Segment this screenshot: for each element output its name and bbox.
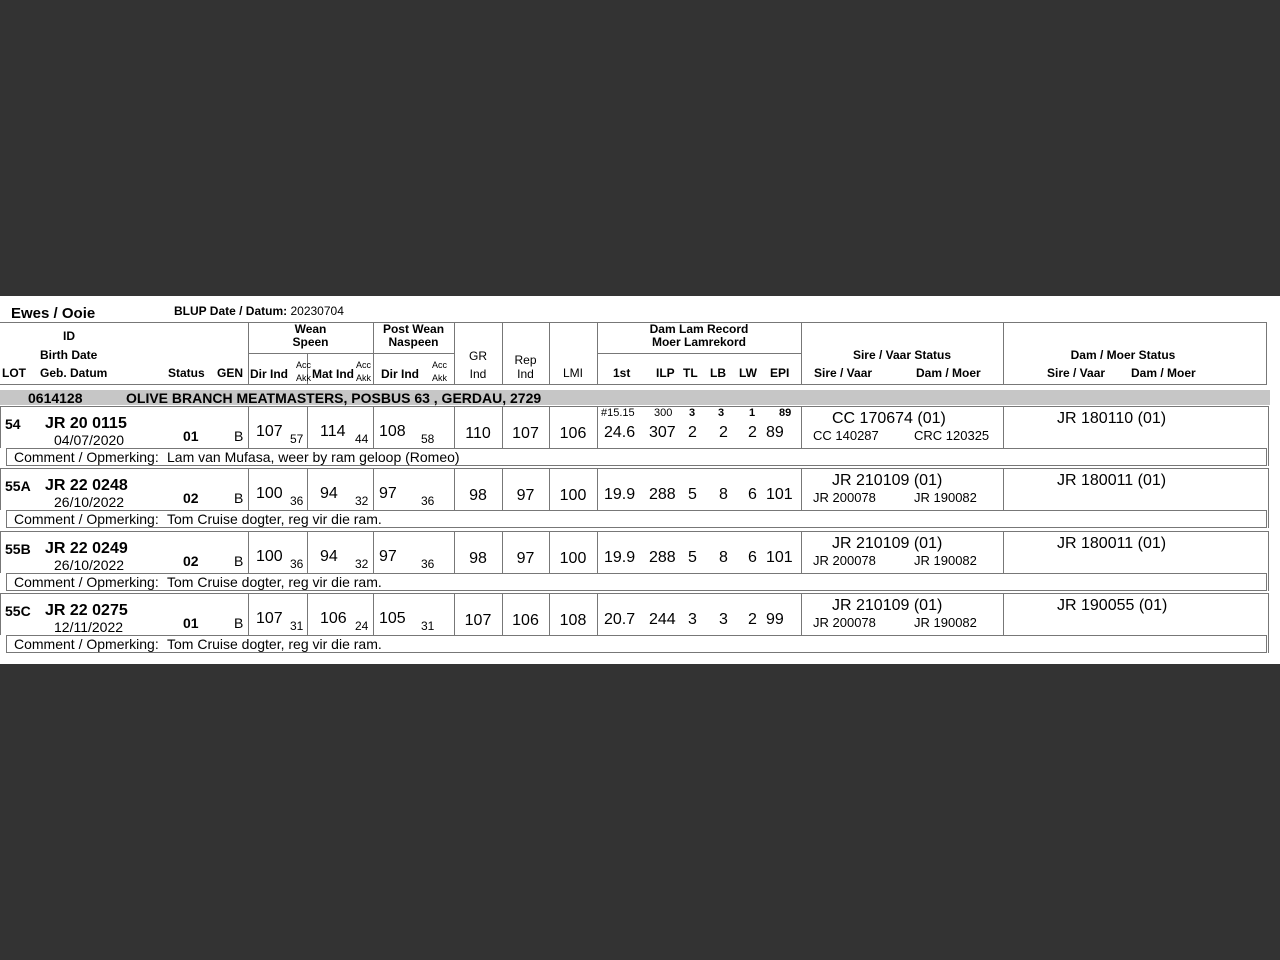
hdr-dam-lam: Dam Lam Record — [649, 322, 749, 336]
cell-lb: 8 — [719, 486, 728, 503]
row-divider — [307, 531, 308, 573]
hdr-sire-status: Sire / Vaar Status — [852, 348, 952, 362]
cell-mat: 94 — [320, 548, 338, 565]
farm-code: 0614128 — [28, 390, 83, 406]
cell-first: 19.9 — [604, 486, 636, 503]
cell-epi: 89 — [766, 424, 784, 441]
cell-epi: 101 — [766, 486, 793, 503]
cell-lw: 6 — [748, 549, 757, 566]
cell-lam-top-ilp: 300 — [654, 407, 673, 419]
hdr-first: 1st — [613, 366, 631, 380]
cell-mat-acc: 32 — [355, 557, 369, 571]
hdr-wean-dir-ind: Dir Ind — [250, 367, 288, 381]
hdr-dam-status: Dam / Moer Status — [1070, 348, 1176, 362]
hdr-wean: Wean — [294, 322, 327, 336]
cell-date: 26/10/2022 — [54, 557, 125, 573]
cell-mat: 94 — [320, 485, 338, 502]
cell-sire: JR 210109 (01) — [832, 535, 943, 552]
cell-lmi: 106 — [559, 425, 587, 442]
hdr-dam-dam: Dam / Moer — [1131, 366, 1196, 380]
row-divider — [597, 468, 598, 510]
hdr-lb: LB — [710, 366, 726, 380]
cell-pw: 108 — [379, 423, 406, 440]
hdr-lot: LOT — [2, 366, 26, 380]
cell-lmi: 100 — [559, 550, 587, 567]
comment-box — [6, 635, 1267, 653]
cell-lw: 6 — [748, 486, 757, 503]
row-divider — [248, 468, 249, 510]
cell-sire: CC 170674 (01) — [832, 410, 946, 427]
cell-dam: JR 180110 (01) — [1057, 410, 1167, 427]
cell-lam-top-lw: 1 — [749, 407, 756, 419]
cell-mat-acc: 44 — [355, 432, 369, 446]
comment-label: Comment / Opmerking: — [14, 511, 159, 527]
blup-value: 20230704 — [290, 304, 344, 318]
cell-pw: 97 — [379, 485, 397, 502]
cell-dir-acc: 36 — [290, 557, 304, 571]
cell-sire-dam: JR 190082 — [914, 615, 977, 630]
cell-status: 01 — [183, 428, 199, 444]
row-left-border — [0, 593, 1, 635]
row-left-border — [0, 531, 1, 573]
hdr-wean-dir-akk: Akk — [296, 373, 312, 383]
hdr-pw-akk: Akk — [432, 373, 448, 383]
cell-id: JR 22 0248 — [45, 477, 128, 494]
cell-epi: 99 — [766, 611, 784, 628]
cell-sire-sire: JR 200078 — [813, 490, 876, 505]
cell-lam-top-lb: 3 — [718, 407, 725, 419]
table-row — [0, 468, 1270, 528]
hdr-naspeen: Naspeen — [388, 335, 439, 349]
cell-tl: 2 — [688, 424, 697, 441]
row-divider — [248, 593, 249, 635]
row-divider — [801, 531, 802, 573]
ewe-sheet — [0, 296, 1280, 664]
cell-status: 02 — [183, 490, 199, 506]
hdr-dam-sire: Sire / Vaar — [1047, 366, 1106, 380]
hdr-wean-dir-acc: Acc — [296, 360, 312, 370]
cell-lot: 54 — [5, 416, 21, 432]
cell-gr: 98 — [469, 550, 487, 567]
hdr-wean-mat-ind: Mat Ind — [312, 367, 354, 381]
row-divider — [1003, 531, 1004, 573]
hdr-rep: Rep — [514, 353, 537, 367]
cell-sire-sire: JR 200078 — [813, 615, 876, 630]
table-row — [0, 531, 1270, 591]
row-divider — [373, 468, 374, 510]
cell-id: JR 22 0275 — [45, 602, 128, 619]
cell-status: 01 — [183, 615, 199, 631]
row-divider — [597, 593, 598, 635]
cell-first: 19.9 — [604, 549, 636, 566]
cell-mat: 114 — [320, 423, 346, 440]
row-left-border — [0, 468, 1, 510]
wean-sub-line — [248, 353, 454, 354]
row-divider — [373, 531, 374, 573]
hdr-post-wean: Post Wean — [382, 322, 445, 336]
cell-lot: 55C — [5, 603, 31, 619]
cell-rep: 97 — [516, 487, 535, 504]
cell-id: JR 20 0115 — [45, 415, 127, 432]
cell-gen: B — [234, 553, 244, 569]
cell-dam: JR 190055 (01) — [1057, 597, 1168, 614]
cell-dam: JR 180011 (01) — [1057, 472, 1167, 489]
hdr-ilp: ILP — [656, 366, 675, 380]
blup-date — [174, 305, 344, 317]
cell-sire-dam: JR 190082 — [914, 553, 977, 568]
cell-lb: 2 — [719, 424, 728, 441]
cell-rep: 97 — [516, 550, 535, 567]
hdr-lw: LW — [739, 366, 757, 380]
cell-tl: 5 — [688, 549, 697, 566]
cell-gen: B — [234, 615, 244, 631]
farm-band — [0, 390, 1270, 405]
cell-pw: 97 — [379, 548, 397, 565]
row-divider — [248, 531, 249, 573]
hdr-pw-dir-ind: Dir Ind — [381, 367, 419, 381]
cell-lam-top-tl: 3 — [689, 407, 696, 419]
cell-lam-top-first: #15.15 — [601, 407, 635, 419]
cell-gr: 107 — [464, 612, 492, 629]
cell-mat: 106 — [320, 610, 347, 627]
cell-lb: 8 — [719, 549, 728, 566]
cell-id: JR 22 0249 — [45, 540, 128, 557]
cell-dam: JR 180011 (01) — [1057, 535, 1167, 552]
row-divider — [307, 468, 308, 510]
row-divider — [801, 468, 802, 510]
cell-sire: JR 210109 (01) — [832, 472, 943, 489]
cell-lmi: 100 — [559, 487, 587, 504]
cell-rep: 107 — [512, 425, 539, 442]
cell-first: 24.6 — [604, 424, 636, 441]
comment-text: Tom Cruise dogter, reg vir die ram. — [167, 636, 382, 652]
cell-sire: JR 210109 (01) — [832, 597, 943, 614]
hdr-rep-ind: Ind — [517, 367, 534, 381]
cell-ilp: 307 — [649, 424, 676, 441]
cell-pw-acc: 36 — [421, 557, 435, 571]
comment-label: Comment / Opmerking: — [14, 636, 159, 652]
cell-dir: 100 — [256, 485, 283, 502]
cell-dir: 107 — [256, 610, 283, 627]
hdr-geb-datum: Geb. Datum — [40, 366, 108, 380]
comment-box — [6, 510, 1267, 528]
row-top-line — [0, 593, 1269, 594]
row-top-line — [0, 468, 1269, 469]
comment-text: Tom Cruise dogter, reg vir die ram. — [167, 511, 382, 527]
cell-dir-acc: 31 — [290, 619, 304, 633]
header-divider — [1266, 322, 1267, 384]
cell-date: 04/07/2020 — [54, 432, 125, 448]
comment-box — [6, 573, 1267, 591]
cell-status: 02 — [183, 553, 199, 569]
hdr-epi: EPI — [770, 366, 790, 380]
cell-ilp: 288 — [649, 549, 676, 566]
cell-lw: 2 — [748, 611, 757, 628]
cell-pw-acc: 58 — [421, 432, 435, 446]
cell-tl: 5 — [688, 486, 697, 503]
row-divider — [1003, 406, 1004, 448]
hdr-gen: GEN — [217, 366, 244, 380]
cell-dir-acc: 57 — [290, 432, 304, 446]
hdr-gr: GR — [469, 349, 487, 363]
cell-mat-acc: 24 — [355, 619, 369, 633]
row-right-border — [1268, 468, 1269, 528]
cell-dir-acc: 36 — [290, 494, 304, 508]
hdr-wean-mat-akk: Akk — [356, 373, 372, 383]
row-divider — [597, 406, 598, 448]
cell-pw-acc: 31 — [421, 619, 435, 633]
cell-dir: 100 — [256, 548, 283, 565]
table-row — [0, 406, 1270, 466]
row-right-border — [1268, 531, 1269, 591]
hdr-moer-lamrekord: Moer Lamrekord — [651, 335, 747, 349]
cell-lmi: 108 — [559, 612, 587, 629]
cell-tl: 3 — [688, 611, 697, 628]
cell-dir: 107 — [256, 423, 283, 440]
row-divider — [373, 593, 374, 635]
cell-sire-dam: JR 190082 — [914, 490, 977, 505]
hdr-pw-acc: Acc — [432, 360, 448, 370]
comment-label: Comment / Opmerking: — [14, 574, 159, 590]
cell-pw: 105 — [379, 610, 406, 627]
cell-first: 20.7 — [604, 611, 636, 628]
header-bottom-line — [0, 384, 1267, 385]
comment-text: Lam van Mufasa, weer by ram geloop (Romeo) — [167, 449, 460, 465]
cell-gr: 110 — [465, 425, 491, 442]
cell-ilp: 288 — [649, 486, 676, 503]
blup-label: BLUP Date / Datum: — [174, 304, 288, 318]
cell-gen: B — [234, 490, 244, 506]
hdr-gr-ind: Ind — [469, 367, 487, 381]
cell-lw: 2 — [748, 424, 757, 441]
hdr-sire-sire: Sire / Vaar — [814, 366, 873, 380]
cell-lam-top-epi: 89 — [779, 407, 792, 419]
cell-sire-sire: JR 200078 — [813, 553, 876, 568]
hdr-tl: TL — [683, 366, 698, 380]
sheet-title: Ewes / Ooie — [11, 305, 96, 322]
row-divider — [801, 593, 802, 635]
row-top-line — [0, 531, 1269, 532]
cell-lot: 55A — [5, 478, 31, 494]
row-divider — [1003, 593, 1004, 635]
hdr-status: Status — [168, 366, 205, 380]
row-left-border — [0, 406, 1, 448]
hdr-lmi: LMI — [562, 366, 583, 380]
table-row — [0, 593, 1270, 653]
row-right-border — [1268, 406, 1269, 466]
cell-mat-acc: 32 — [355, 494, 369, 508]
row-divider — [307, 593, 308, 635]
row-divider — [373, 406, 374, 448]
cell-date: 12/11/2022 — [54, 619, 124, 635]
cell-date: 26/10/2022 — [54, 494, 125, 510]
cell-lot: 55B — [5, 541, 31, 557]
cell-sire-sire: CC 140287 — [813, 428, 879, 443]
cell-lb: 3 — [719, 611, 728, 628]
hdr-birth-date: Birth Date — [40, 348, 98, 362]
cell-sire-dam: CRC 120325 — [914, 428, 990, 443]
comment-text: Tom Cruise dogter, reg vir die ram. — [167, 574, 382, 590]
cell-rep: 106 — [512, 612, 539, 629]
row-divider — [307, 406, 308, 448]
cell-ilp: 244 — [649, 611, 676, 628]
row-divider — [1003, 468, 1004, 510]
cell-pw-acc: 36 — [421, 494, 435, 508]
comment-box — [6, 448, 1267, 466]
hdr-sire-dam: Dam / Moer — [916, 366, 981, 380]
comment-label: Comment / Opmerking: — [14, 449, 159, 465]
farm-name: OLIVE BRANCH MEATMASTERS, POSBUS 63 , GERDAU, 2729 — [126, 390, 542, 406]
row-divider — [801, 406, 802, 448]
hdr-id: ID — [63, 329, 75, 343]
cell-gr: 98 — [469, 487, 487, 504]
row-right-border — [1268, 593, 1269, 653]
hdr-speen: Speen — [292, 335, 329, 349]
row-divider — [248, 406, 249, 448]
dam-lam-sub-line — [597, 353, 801, 354]
row-divider — [597, 531, 598, 573]
cell-gen: B — [234, 428, 244, 444]
cell-epi: 101 — [766, 549, 793, 566]
hdr-wean-mat-acc: Acc — [356, 360, 372, 370]
